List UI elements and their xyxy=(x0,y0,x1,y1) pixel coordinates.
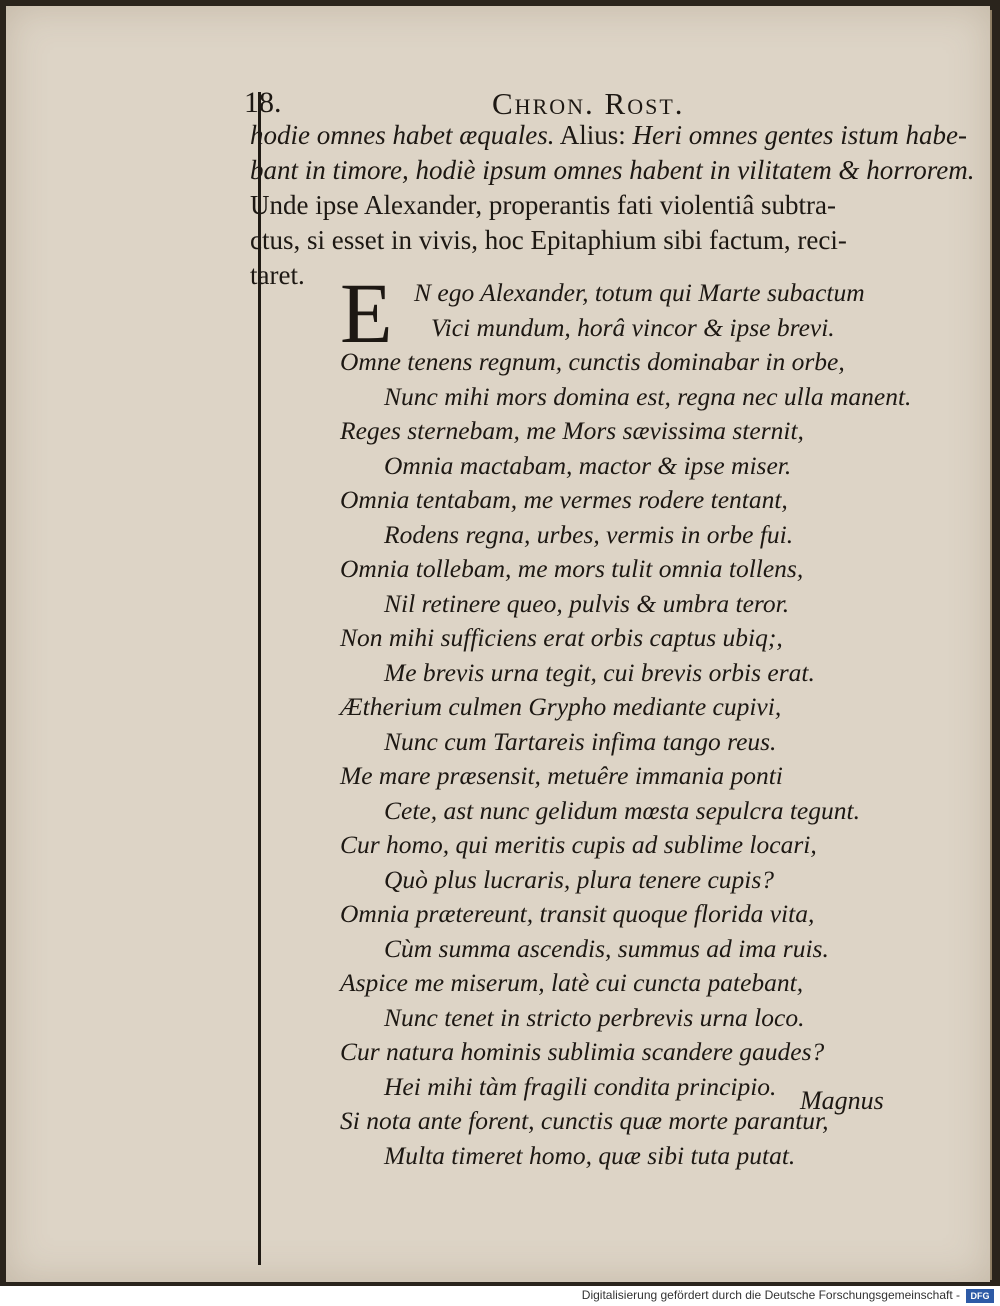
poem-line: Me mare præsensit, metuêre immania ponti xyxy=(340,761,783,790)
poem-line: Vici mundum, horâ vincor & ipse brevi. xyxy=(431,312,835,342)
poem-line: Me brevis urna tegit, cui brevis orbis erat. xyxy=(384,657,815,687)
prose-line xyxy=(250,223,940,258)
poem-line: Multa timeret homo, quæ sibi tuta putat. xyxy=(384,1140,796,1170)
prose-segment: ctus, si esset in vivis, hoc Epitaphium sibi factum, reci- xyxy=(250,225,847,255)
poem-line: Cùm summa ascendis, summus ad ima ruis. xyxy=(384,933,829,963)
poem-line: Nunc cum Tartareis infima tango reus. xyxy=(384,726,777,756)
footer-bar xyxy=(0,1286,1000,1306)
prose-segment: hodie omnes habet æquales. xyxy=(250,120,555,150)
initial-letter: E xyxy=(340,265,393,361)
prose-segment: Heri omnes gentes istum habe- xyxy=(632,120,967,150)
poem-line: Nil retinere queo, pulvis & umbra teror. xyxy=(384,588,790,618)
page-number: 18. xyxy=(244,86,282,119)
poem-line: Reges sternebam, me Mors sævissima sternit, xyxy=(340,416,804,445)
poem-line: Ætherium culmen Grypho mediante cupivi, xyxy=(340,692,782,721)
poem-line: Nunc mihi mors domina est, regna nec ulla manent. xyxy=(384,381,912,411)
epitaph-poem xyxy=(340,276,940,1173)
poem-line: Rodens regna, urbes, vermis in orbe fui. xyxy=(384,519,794,549)
poem-line: Omne tenens regnum, cunctis dominabar in orbe, xyxy=(340,347,845,376)
poem-line: Cur homo, qui meritis cupis ad sublime locari, xyxy=(340,830,817,859)
poem-line: Non mihi sufficiens erat orbis captus ubiq;, xyxy=(340,623,783,652)
running-head: Chron. Rost. xyxy=(492,86,685,121)
poem-line: Si nota ante forent, cunctis quæ morte parantur, xyxy=(340,1106,829,1135)
poem-line: N ego Alexander, totum qui Marte subactum xyxy=(414,278,865,307)
poem-line: Omnia tollebam, me mors tulit omnia tollens, xyxy=(340,554,804,583)
poem-line: Omnia tentabam, me vermes rodere tentant, xyxy=(340,485,788,514)
prose-segment: taret. xyxy=(250,260,305,290)
poem-line: Nunc tenet in stricto perbrevis urna loco. xyxy=(384,1002,805,1032)
prose-segment: Alius: xyxy=(554,120,633,150)
poem-line: Hei mihi tàm fragili condita principio. xyxy=(384,1071,777,1101)
prose-line xyxy=(250,188,940,223)
footer-credit: Digitalisierung gefördert durch die Deutsche Forschungsgemeinschaft - xyxy=(581,1288,960,1302)
poem-line: Cete, ast nunc gelidum mœsta sepulcra tegunt. xyxy=(384,795,860,825)
prose-segment: Unde ipse Alexander, properantis fati violentiâ subtra- xyxy=(250,190,836,220)
poem-line: Omnia prætereunt, transit quoque florida vita, xyxy=(340,899,815,928)
poem-line: Omnia mactabam, mactor & ipse miser. xyxy=(384,450,792,480)
page-header xyxy=(0,78,1000,121)
prose-line xyxy=(250,153,975,188)
poem-line: Cur natura hominis sublimia scandere gaudes? xyxy=(340,1037,825,1066)
dfg-logo: DFG xyxy=(966,1289,994,1303)
poem-line: Quò plus lucraris, plura tenere cupis? xyxy=(384,864,775,894)
poem-line: Aspice me miserum, latè cui cuncta patebant, xyxy=(340,968,804,997)
catchword: Magnus xyxy=(800,1086,884,1115)
prose-segment: bant in timore, hodiè ipsum omnes habent in vilitatem & horrorem. xyxy=(250,155,975,185)
prose-line xyxy=(250,118,967,153)
